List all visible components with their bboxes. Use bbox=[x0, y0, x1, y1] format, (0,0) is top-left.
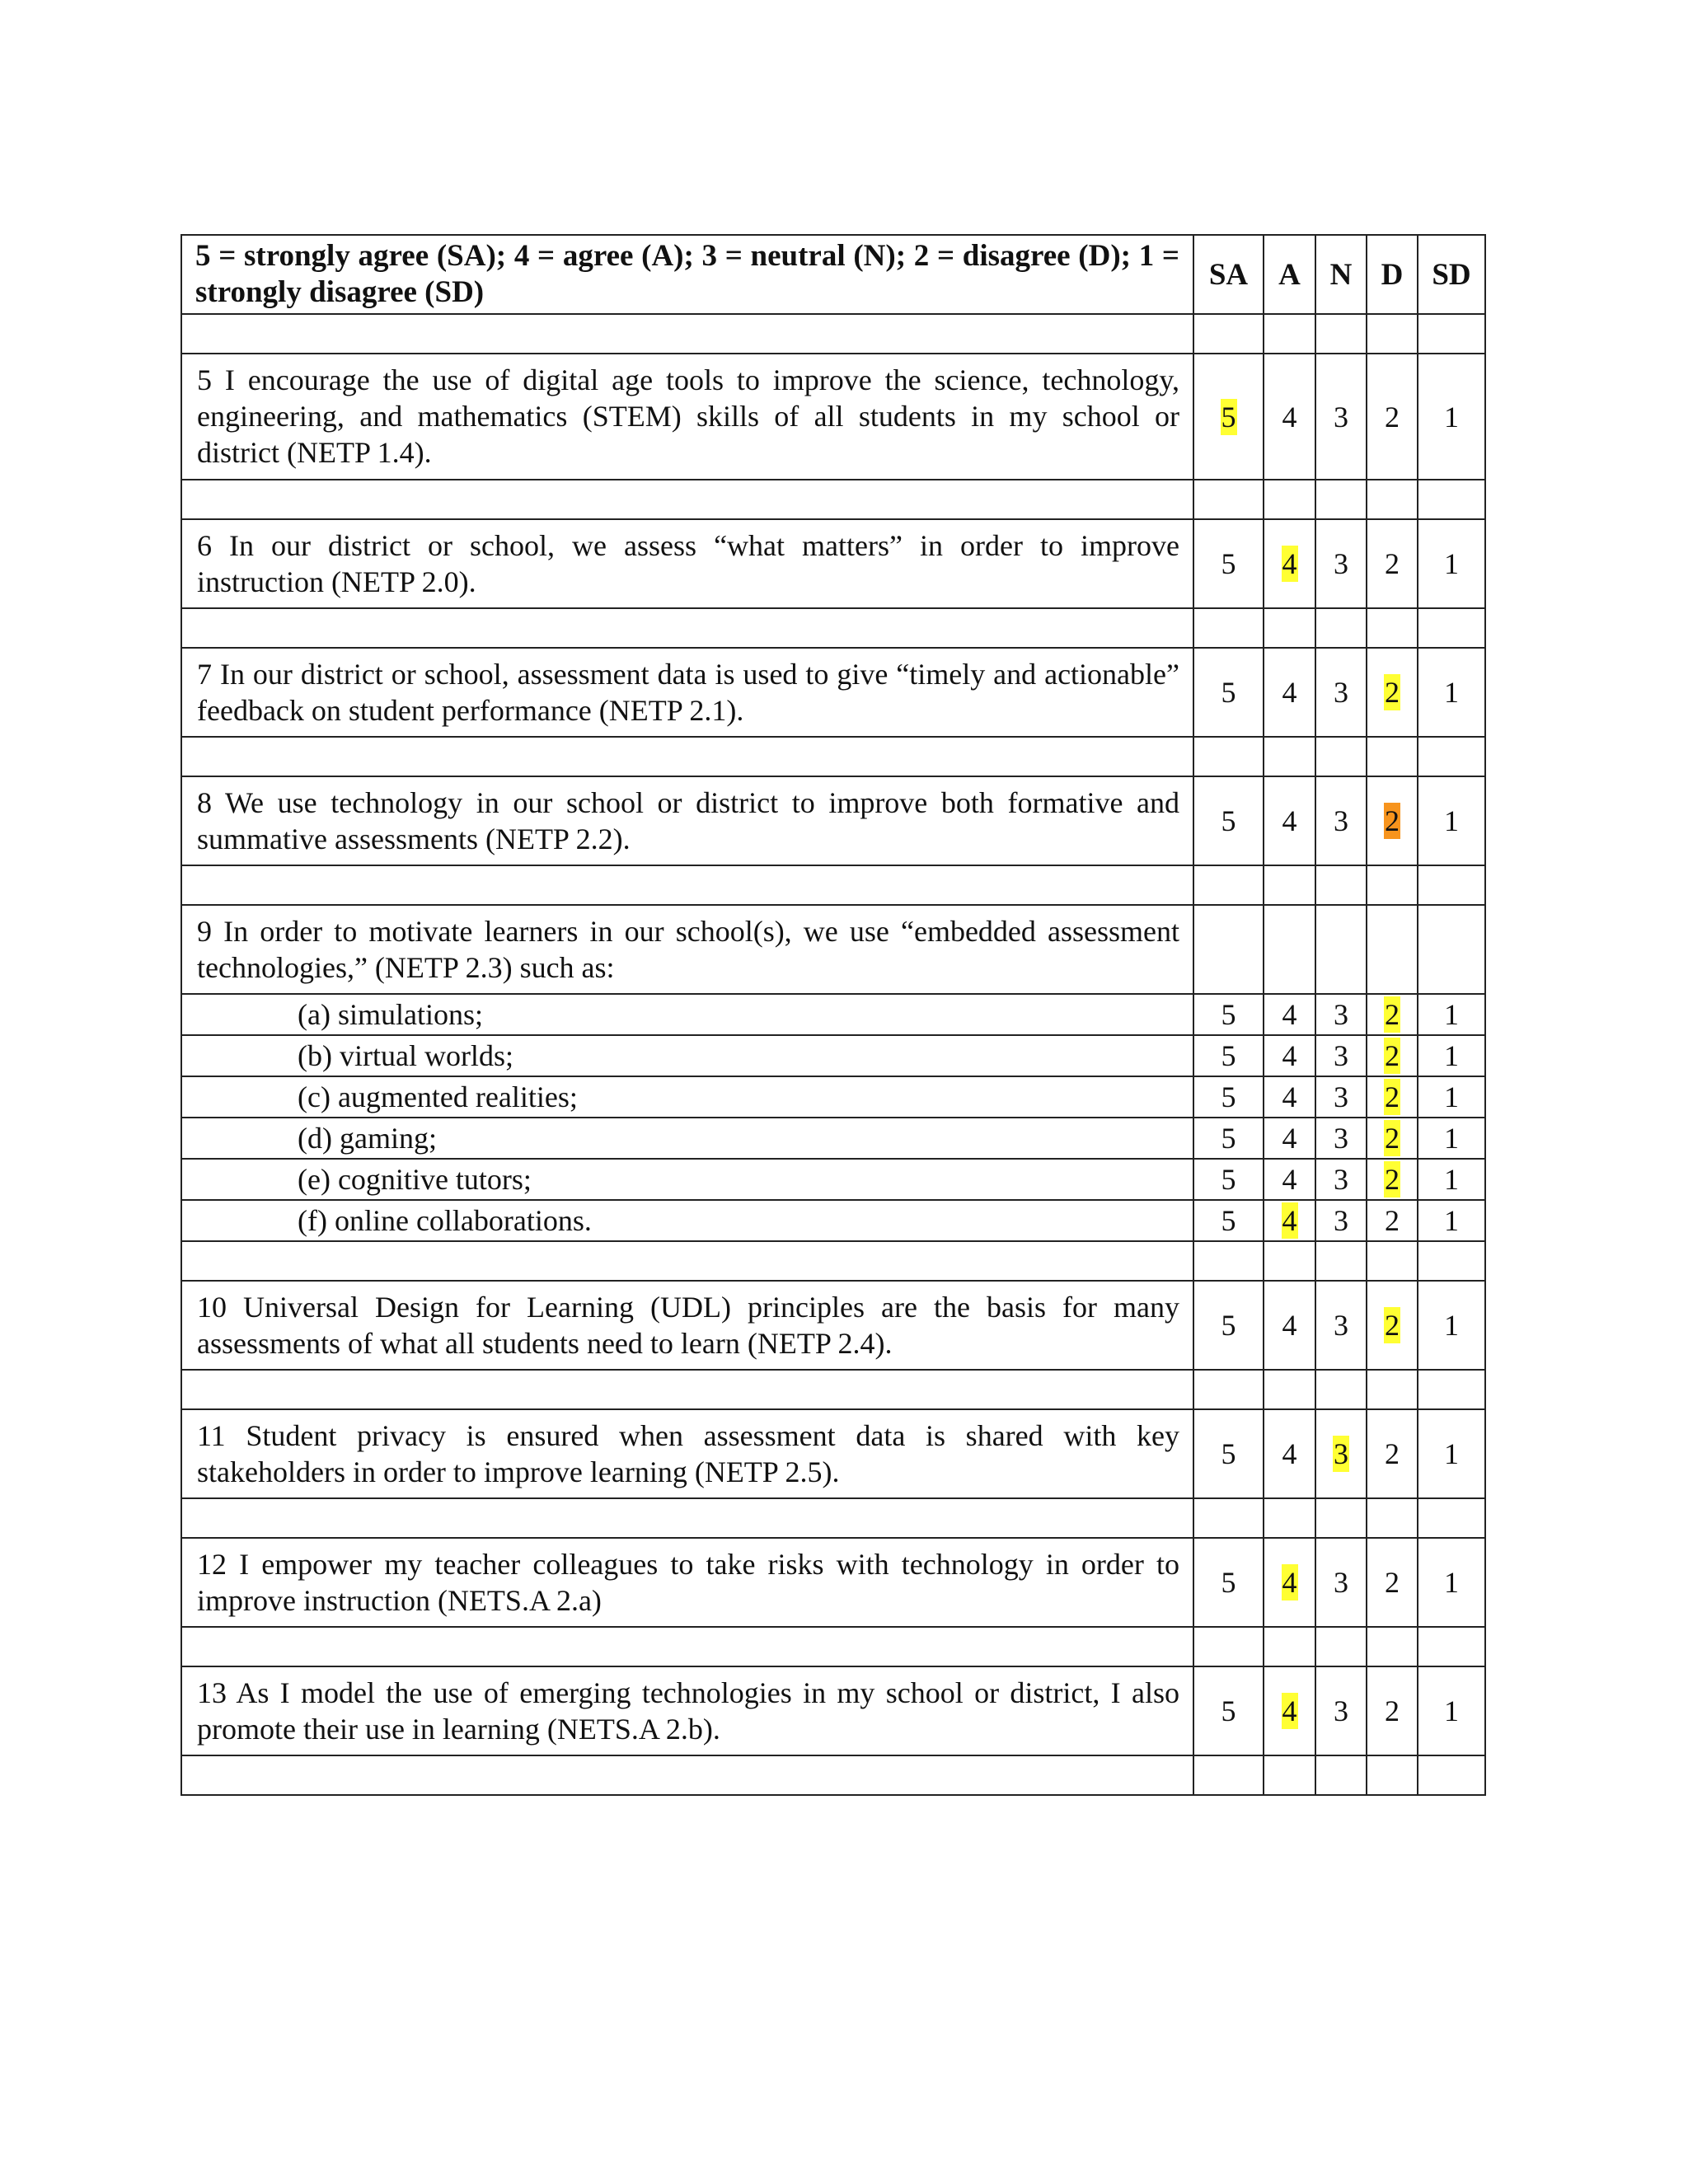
empty-cell bbox=[1264, 1755, 1315, 1795]
empty-cell bbox=[181, 737, 1193, 776]
question-text: 8 We use technology in our school or district to improve both formative and summative assessments (NETP 2.2). bbox=[181, 776, 1193, 865]
rating-value: 2 bbox=[1385, 1437, 1400, 1470]
empty-cell bbox=[181, 1755, 1193, 1795]
empty-cell bbox=[181, 1627, 1193, 1666]
selected-rating-value: 2 bbox=[1385, 1309, 1400, 1342]
rating-value: 3 bbox=[1334, 1122, 1348, 1155]
empty-cell bbox=[1315, 1627, 1367, 1666]
rating-cell bbox=[1193, 1118, 1264, 1159]
rating-cell bbox=[1264, 519, 1315, 608]
rating-cell bbox=[1315, 519, 1367, 608]
rating-cell bbox=[1264, 1666, 1315, 1755]
empty-cell bbox=[1315, 1241, 1367, 1281]
empty-cell bbox=[1367, 608, 1418, 648]
selected-rating-value: 2 bbox=[1385, 1039, 1400, 1072]
spacer-row bbox=[181, 480, 1485, 519]
rating-cell bbox=[1367, 994, 1418, 1035]
rating-value: 1 bbox=[1444, 1309, 1459, 1342]
spacer-row bbox=[181, 1498, 1485, 1538]
rating-value: 2 bbox=[1385, 1566, 1400, 1599]
rating-cell bbox=[1264, 648, 1315, 737]
empty-cell bbox=[1315, 608, 1367, 648]
rating-cell bbox=[1418, 1035, 1485, 1076]
rating-value: 5 bbox=[1221, 1694, 1236, 1727]
rating-value: 5 bbox=[1221, 1039, 1236, 1072]
rating-cell bbox=[1315, 648, 1367, 737]
question-row bbox=[181, 1409, 1485, 1498]
selected-rating-value: 4 bbox=[1282, 547, 1297, 580]
rating-value: 3 bbox=[1334, 998, 1348, 1031]
rating-value: 1 bbox=[1444, 547, 1459, 580]
rating-value: 5 bbox=[1221, 998, 1236, 1031]
empty-cell bbox=[1367, 480, 1418, 519]
selected-rating-value: 4 bbox=[1282, 1204, 1297, 1237]
empty-cell bbox=[1418, 865, 1485, 905]
rating-value: 5 bbox=[1221, 1309, 1236, 1342]
rating-cell bbox=[1315, 1538, 1367, 1627]
empty-cell bbox=[1193, 480, 1264, 519]
spacer-row bbox=[181, 1627, 1485, 1666]
empty-cell bbox=[1367, 1755, 1418, 1795]
rating-cell bbox=[1264, 1159, 1315, 1200]
rating-value: 1 bbox=[1444, 1566, 1459, 1599]
empty-cell bbox=[1418, 1370, 1485, 1409]
empty-cell bbox=[1315, 1498, 1367, 1538]
empty-cell bbox=[1264, 480, 1315, 519]
rating-cell bbox=[1418, 354, 1485, 480]
rating-value: 3 bbox=[1334, 804, 1348, 837]
rating-cell bbox=[1264, 776, 1315, 865]
rating-value: 3 bbox=[1334, 1694, 1348, 1727]
rating-cell bbox=[1264, 1538, 1315, 1627]
rating-value: 5 bbox=[1221, 1122, 1236, 1155]
rating-value: 1 bbox=[1444, 1694, 1459, 1727]
rating-value: 5 bbox=[1221, 1163, 1236, 1196]
rating-cell bbox=[1193, 1409, 1264, 1498]
rating-cell bbox=[1367, 1118, 1418, 1159]
rating-value: 2 bbox=[1385, 547, 1400, 580]
selected-rating-value: 2 bbox=[1385, 1163, 1400, 1196]
rating-value: 4 bbox=[1282, 676, 1297, 709]
subquestion-row bbox=[181, 1159, 1485, 1200]
rating-cell bbox=[1418, 776, 1485, 865]
rating-cell bbox=[1418, 1666, 1485, 1755]
selected-rating-value: 2 bbox=[1385, 804, 1400, 837]
rating-value: 3 bbox=[1334, 1080, 1348, 1113]
column-header-n: N bbox=[1315, 235, 1367, 314]
rating-cell bbox=[1367, 1035, 1418, 1076]
empty-cell bbox=[1418, 1755, 1485, 1795]
subquestion-row bbox=[181, 1035, 1485, 1076]
subquestion-text: (c) augmented realities; bbox=[181, 1076, 1193, 1118]
rating-value: 3 bbox=[1334, 1163, 1348, 1196]
rating-value: 1 bbox=[1444, 804, 1459, 837]
rating-value: 4 bbox=[1282, 804, 1297, 837]
question-row bbox=[181, 776, 1485, 865]
empty-cell bbox=[1315, 865, 1367, 905]
empty-cell bbox=[1264, 737, 1315, 776]
spacer-row bbox=[181, 737, 1485, 776]
column-header-sd: SD bbox=[1418, 235, 1485, 314]
rating-value: 5 bbox=[1221, 1080, 1236, 1113]
empty-cell bbox=[1367, 1498, 1418, 1538]
empty-cell bbox=[1367, 314, 1418, 354]
empty-cell bbox=[1193, 1241, 1264, 1281]
rating-cell bbox=[1264, 994, 1315, 1035]
rating-cell bbox=[1193, 1076, 1264, 1118]
spacer-row bbox=[181, 865, 1485, 905]
rating-value: 1 bbox=[1444, 998, 1459, 1031]
subquestion-row bbox=[181, 1200, 1485, 1241]
empty-cell bbox=[1367, 1241, 1418, 1281]
rating-cell bbox=[1315, 1076, 1367, 1118]
rating-cell bbox=[1193, 1035, 1264, 1076]
rating-cell bbox=[1418, 1409, 1485, 1498]
scale-legend: 5 = strongly agree (SA); 4 = agree (A); 3 = neutral (N); 2 = disagree (D); 1 = strongly disagree (SD) bbox=[181, 235, 1193, 314]
rating-value: 3 bbox=[1334, 1566, 1348, 1599]
column-header-d: D bbox=[1367, 235, 1418, 314]
empty-cell bbox=[1315, 480, 1367, 519]
rating-cell bbox=[1367, 1409, 1418, 1498]
empty-cell bbox=[1264, 1370, 1315, 1409]
rating-cell bbox=[1315, 776, 1367, 865]
rating-cell bbox=[1193, 1159, 1264, 1200]
rating-value: 4 bbox=[1282, 1309, 1297, 1342]
rating-cell bbox=[1315, 354, 1367, 480]
rating-value: 4 bbox=[1282, 1039, 1297, 1072]
empty-cell bbox=[1264, 1627, 1315, 1666]
rating-cell bbox=[1193, 1666, 1264, 1755]
empty-cell bbox=[1315, 314, 1367, 354]
rating-value: 5 bbox=[1221, 1566, 1236, 1599]
rating-value: 5 bbox=[1221, 804, 1236, 837]
question-text: 13 As I model the use of emerging technologies in my school or district, I also promote their use in learning (NETS.A 2.b). bbox=[181, 1666, 1193, 1755]
rating-value: 5 bbox=[1221, 547, 1236, 580]
selected-rating-value: 2 bbox=[1385, 676, 1400, 709]
question-text: 9 In order to motivate learners in our school(s), we use “embedded assessment technologies,” (NETP 2.3) such as: bbox=[181, 905, 1193, 994]
subquestion-row bbox=[181, 1076, 1485, 1118]
empty-cell bbox=[1367, 905, 1418, 994]
empty-cell bbox=[1193, 737, 1264, 776]
subquestion-text: (d) gaming; bbox=[181, 1118, 1193, 1159]
rating-cell bbox=[1367, 776, 1418, 865]
empty-cell bbox=[1193, 1370, 1264, 1409]
question-text: 12 I empower my teacher colleagues to take risks with technology in order to improve instruction (NETS.A 2.a) bbox=[181, 1538, 1193, 1627]
selected-rating-value: 5 bbox=[1221, 400, 1236, 434]
empty-cell bbox=[1264, 905, 1315, 994]
empty-cell bbox=[1193, 1498, 1264, 1538]
spacer-row bbox=[181, 1241, 1485, 1281]
rating-cell bbox=[1367, 1538, 1418, 1627]
rating-value: 3 bbox=[1334, 1309, 1348, 1342]
empty-cell bbox=[1418, 314, 1485, 354]
empty-cell bbox=[1418, 608, 1485, 648]
empty-cell bbox=[181, 865, 1193, 905]
rating-value: 1 bbox=[1444, 1039, 1459, 1072]
question-row bbox=[181, 519, 1485, 608]
rating-cell bbox=[1418, 1538, 1485, 1627]
rating-value: 2 bbox=[1385, 1694, 1400, 1727]
rating-cell bbox=[1264, 1035, 1315, 1076]
question-text: 11 Student privacy is ensured when assessment data is shared with key stakeholders in order to improve learning (NETP 2.5). bbox=[181, 1409, 1193, 1498]
rating-cell bbox=[1367, 648, 1418, 737]
selected-rating-value: 4 bbox=[1282, 1694, 1297, 1727]
rating-cell bbox=[1418, 1281, 1485, 1370]
rating-cell bbox=[1418, 994, 1485, 1035]
rating-value: 1 bbox=[1444, 1163, 1459, 1196]
question-row bbox=[181, 905, 1485, 994]
column-header-a: A bbox=[1264, 235, 1315, 314]
empty-cell bbox=[1367, 1370, 1418, 1409]
empty-cell bbox=[1193, 608, 1264, 648]
survey-table bbox=[181, 234, 1486, 1796]
rating-value: 3 bbox=[1334, 547, 1348, 580]
rating-cell bbox=[1367, 1281, 1418, 1370]
empty-cell bbox=[181, 1498, 1193, 1538]
empty-cell bbox=[181, 314, 1193, 354]
empty-cell bbox=[1367, 737, 1418, 776]
rating-cell bbox=[1367, 1200, 1418, 1241]
subquestion-row bbox=[181, 994, 1485, 1035]
question-text: 6 In our district or school, we assess “what matters” in order to improve instruction (NETP 2.0). bbox=[181, 519, 1193, 608]
rating-cell bbox=[1264, 1076, 1315, 1118]
empty-cell bbox=[181, 1241, 1193, 1281]
rating-cell bbox=[1367, 1666, 1418, 1755]
rating-value: 1 bbox=[1444, 1122, 1459, 1155]
empty-cell bbox=[1367, 865, 1418, 905]
question-text: 10 Universal Design for Learning (UDL) principles are the basis for many assessments of what all students need to learn (NETP 2.4). bbox=[181, 1281, 1193, 1370]
rating-cell bbox=[1315, 1666, 1367, 1755]
question-text: 7 In our district or school, assessment data is used to give “timely and actionable” feedback on student performance (NETP 2.1). bbox=[181, 648, 1193, 737]
empty-cell bbox=[1264, 1498, 1315, 1538]
survey-table-body bbox=[181, 235, 1485, 1795]
rating-cell bbox=[1264, 1200, 1315, 1241]
rating-value: 4 bbox=[1282, 998, 1297, 1031]
column-header-sa: SA bbox=[1193, 235, 1264, 314]
rating-value: 4 bbox=[1282, 1080, 1297, 1113]
subquestion-text: (a) simulations; bbox=[181, 994, 1193, 1035]
empty-cell bbox=[1315, 1755, 1367, 1795]
rating-cell bbox=[1418, 1118, 1485, 1159]
spacer-row bbox=[181, 314, 1485, 354]
rating-cell bbox=[1193, 519, 1264, 608]
empty-cell bbox=[1418, 905, 1485, 994]
rating-value: 3 bbox=[1334, 1039, 1348, 1072]
rating-cell bbox=[1418, 648, 1485, 737]
empty-cell bbox=[1315, 737, 1367, 776]
subquestion-text: (b) virtual worlds; bbox=[181, 1035, 1193, 1076]
rating-cell bbox=[1264, 354, 1315, 480]
rating-cell bbox=[1193, 648, 1264, 737]
spacer-row bbox=[181, 608, 1485, 648]
rating-value: 1 bbox=[1444, 400, 1459, 434]
rating-value: 3 bbox=[1334, 676, 1348, 709]
rating-cell bbox=[1315, 1159, 1367, 1200]
empty-cell bbox=[1193, 314, 1264, 354]
rating-value: 5 bbox=[1221, 1204, 1236, 1237]
rating-cell bbox=[1418, 1159, 1485, 1200]
rating-value: 4 bbox=[1282, 1163, 1297, 1196]
selected-rating-value: 4 bbox=[1282, 1566, 1297, 1599]
empty-cell bbox=[1418, 1498, 1485, 1538]
rating-cell bbox=[1264, 1409, 1315, 1498]
rating-cell bbox=[1315, 1281, 1367, 1370]
rating-cell bbox=[1315, 1409, 1367, 1498]
question-row bbox=[181, 1538, 1485, 1627]
rating-cell bbox=[1264, 1118, 1315, 1159]
rating-cell bbox=[1193, 776, 1264, 865]
rating-value: 1 bbox=[1444, 676, 1459, 709]
rating-value: 3 bbox=[1334, 1204, 1348, 1237]
subquestion-text: (f) online collaborations. bbox=[181, 1200, 1193, 1241]
selected-rating-value: 2 bbox=[1385, 1122, 1400, 1155]
selected-rating-value: 2 bbox=[1385, 998, 1400, 1031]
empty-cell bbox=[1264, 865, 1315, 905]
selected-rating-value: 3 bbox=[1334, 1437, 1348, 1470]
empty-cell bbox=[181, 608, 1193, 648]
rating-cell bbox=[1193, 1200, 1264, 1241]
question-row bbox=[181, 1666, 1485, 1755]
empty-cell bbox=[181, 480, 1193, 519]
rating-value: 4 bbox=[1282, 1122, 1297, 1155]
rating-cell bbox=[1193, 354, 1264, 480]
subquestion-row bbox=[181, 1118, 1485, 1159]
rating-value: 1 bbox=[1444, 1080, 1459, 1113]
rating-value: 4 bbox=[1282, 1437, 1297, 1470]
empty-cell bbox=[1264, 608, 1315, 648]
subquestion-text: (e) cognitive tutors; bbox=[181, 1159, 1193, 1200]
rating-value: 1 bbox=[1444, 1204, 1459, 1237]
rating-cell bbox=[1367, 354, 1418, 480]
rating-value: 2 bbox=[1385, 1204, 1400, 1237]
rating-value: 3 bbox=[1334, 400, 1348, 434]
rating-value: 1 bbox=[1444, 1437, 1459, 1470]
rating-cell bbox=[1367, 519, 1418, 608]
rating-value: 5 bbox=[1221, 676, 1236, 709]
empty-cell bbox=[1367, 1627, 1418, 1666]
question-text: 5 I encourage the use of digital age tools to improve the science, technology, engineering, and mathematics (STEM) skills of all students in my school or district (NETP 1.4). bbox=[181, 354, 1193, 480]
rating-value: 5 bbox=[1221, 1437, 1236, 1470]
spacer-row bbox=[181, 1755, 1485, 1795]
empty-cell bbox=[1418, 737, 1485, 776]
rating-cell bbox=[1315, 1200, 1367, 1241]
empty-cell bbox=[1418, 1241, 1485, 1281]
rating-cell bbox=[1418, 1076, 1485, 1118]
rating-cell bbox=[1193, 1538, 1264, 1627]
rating-cell bbox=[1367, 1159, 1418, 1200]
rating-value: 2 bbox=[1385, 400, 1400, 434]
rating-value: 4 bbox=[1282, 400, 1297, 434]
empty-cell bbox=[1193, 1755, 1264, 1795]
rating-cell bbox=[1418, 519, 1485, 608]
empty-cell bbox=[1264, 314, 1315, 354]
rating-cell bbox=[1193, 994, 1264, 1035]
spacer-row bbox=[181, 1370, 1485, 1409]
selected-rating-value: 2 bbox=[1385, 1080, 1400, 1113]
empty-cell bbox=[1418, 480, 1485, 519]
rating-cell bbox=[1315, 1118, 1367, 1159]
rating-cell bbox=[1315, 994, 1367, 1035]
rating-cell bbox=[1193, 1281, 1264, 1370]
empty-cell bbox=[1418, 1627, 1485, 1666]
rating-cell bbox=[1264, 1281, 1315, 1370]
rating-cell bbox=[1418, 1200, 1485, 1241]
empty-cell bbox=[1315, 1370, 1367, 1409]
empty-cell bbox=[1315, 905, 1367, 994]
rating-cell bbox=[1315, 1035, 1367, 1076]
rating-cell bbox=[1367, 1076, 1418, 1118]
empty-cell bbox=[1193, 865, 1264, 905]
empty-cell bbox=[181, 1370, 1193, 1409]
table-header-row bbox=[181, 235, 1485, 314]
question-row bbox=[181, 354, 1485, 480]
question-row bbox=[181, 648, 1485, 737]
empty-cell bbox=[1193, 1627, 1264, 1666]
empty-cell bbox=[1264, 1241, 1315, 1281]
empty-cell bbox=[1193, 905, 1264, 994]
question-row bbox=[181, 1281, 1485, 1370]
